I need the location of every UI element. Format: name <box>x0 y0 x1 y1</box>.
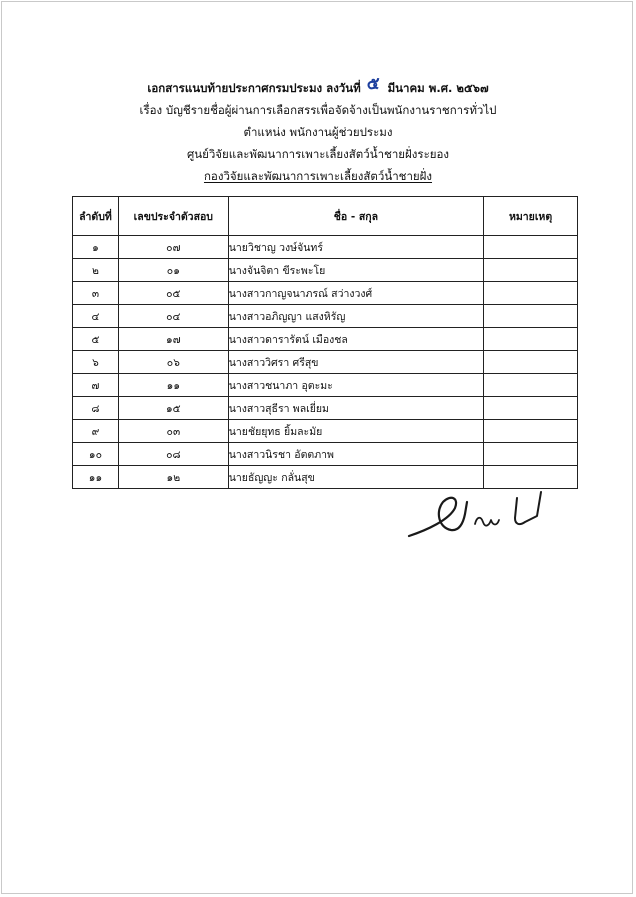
column-header-order: ลำดับที่ <box>73 197 119 236</box>
cell-remarks <box>484 397 578 420</box>
cell-exam-id: ๐๔ <box>118 305 228 328</box>
cell-order: ๔ <box>73 305 119 328</box>
document-header <box>0 76 636 187</box>
header-title: เอกสารแนบท้ายประกาศกรมประมง ลงวันที่ <box>147 81 361 95</box>
header-month-year: มีนาคม พ.ศ. ๒๕๖๗ <box>387 81 489 95</box>
table-row <box>73 236 578 259</box>
cell-name: นายธัญญะ กลั่นสุข <box>228 466 483 489</box>
cell-exam-id: ๑๗ <box>118 328 228 351</box>
candidate-table <box>72 196 578 489</box>
cell-name: นายวิชาญ วงษ์จันทร์ <box>228 236 483 259</box>
cell-exam-id: ๐๖ <box>118 351 228 374</box>
cell-name: นางสาวกาญจนาภรณ์ สว่างวงศ์ <box>228 282 483 305</box>
cell-name: นางสาวดารารัตน์ เมืองชล <box>228 328 483 351</box>
cell-remarks <box>484 443 578 466</box>
cell-remarks <box>484 420 578 443</box>
table-row <box>73 282 578 305</box>
header-center: ศูนย์วิจัยและพัฒนาการเพาะเลี้ยงสัตว์น้ำชายฝั่งระยอง <box>186 147 450 161</box>
table-row <box>73 351 578 374</box>
cell-exam-id: ๐๗ <box>118 236 228 259</box>
cell-exam-id: ๐๘ <box>118 443 228 466</box>
cell-remarks <box>484 282 578 305</box>
header-subject: เรื่อง บัญชีรายชื่อผู้ผ่านการเลือกสรรเพื่อจัดจ้างเป็นพนักงานราชการทั่วไป <box>139 103 497 117</box>
cell-order: ๑ <box>73 236 119 259</box>
cell-name: นางสาวนิรชา อัตตภาพ <box>228 443 483 466</box>
cell-name: นายชัยยุทธ ยิ้มละมัย <box>228 420 483 443</box>
cell-order: ๙ <box>73 420 119 443</box>
cell-name: นางสาวชนาภา อุตะมะ <box>228 374 483 397</box>
cell-name: นางจันจิตา ขีระพะโย <box>228 259 483 282</box>
column-header-remarks: หมายเหตุ <box>484 197 578 236</box>
cell-exam-id: ๐๑ <box>118 259 228 282</box>
cell-name: นางสาวอภิญญา แสงหิรัญ <box>228 305 483 328</box>
table-row <box>73 328 578 351</box>
table-row <box>73 305 578 328</box>
cell-order: ๓ <box>73 282 119 305</box>
cell-order: ๒ <box>73 259 119 282</box>
cell-order: ๗ <box>73 374 119 397</box>
cell-exam-id: ๑๕ <box>118 397 228 420</box>
column-header-exam-id: เลขประจำตัวสอบ <box>118 197 228 236</box>
cell-remarks <box>484 236 578 259</box>
handwritten-day: ๕ <box>366 74 380 94</box>
cell-remarks <box>484 351 578 374</box>
cell-order: ๑๐ <box>73 443 119 466</box>
header-position: ตำแหน่ง พนักงานผู้ช่วยประมง <box>243 125 393 139</box>
cell-name: นางสาวสุธีรา พลเยี่ยม <box>228 397 483 420</box>
signature <box>405 484 555 544</box>
cell-exam-id: ๑๒ <box>118 466 228 489</box>
header-division: กองวิจัยและพัฒนาการเพาะเลี้ยงสัตว์น้ำชายฝั่ง <box>203 169 433 183</box>
cell-order: ๑๑ <box>73 466 119 489</box>
header-date-line <box>0 76 636 99</box>
table-row <box>73 397 578 420</box>
cell-remarks <box>484 374 578 397</box>
cell-remarks <box>484 259 578 282</box>
table-row <box>73 420 578 443</box>
cell-order: ๘ <box>73 397 119 420</box>
table-row <box>73 259 578 282</box>
cell-remarks <box>484 305 578 328</box>
column-header-name: ชื่อ - สกุล <box>228 197 483 236</box>
cell-order: ๕ <box>73 328 119 351</box>
cell-exam-id: ๑๑ <box>118 374 228 397</box>
table-row <box>73 374 578 397</box>
cell-exam-id: ๐๕ <box>118 282 228 305</box>
cell-name: นางสาววิศรา ศรีสุข <box>228 351 483 374</box>
cell-order: ๖ <box>73 351 119 374</box>
table-header-row <box>73 197 578 236</box>
cell-remarks <box>484 328 578 351</box>
cell-exam-id: ๐๓ <box>118 420 228 443</box>
table-row <box>73 443 578 466</box>
